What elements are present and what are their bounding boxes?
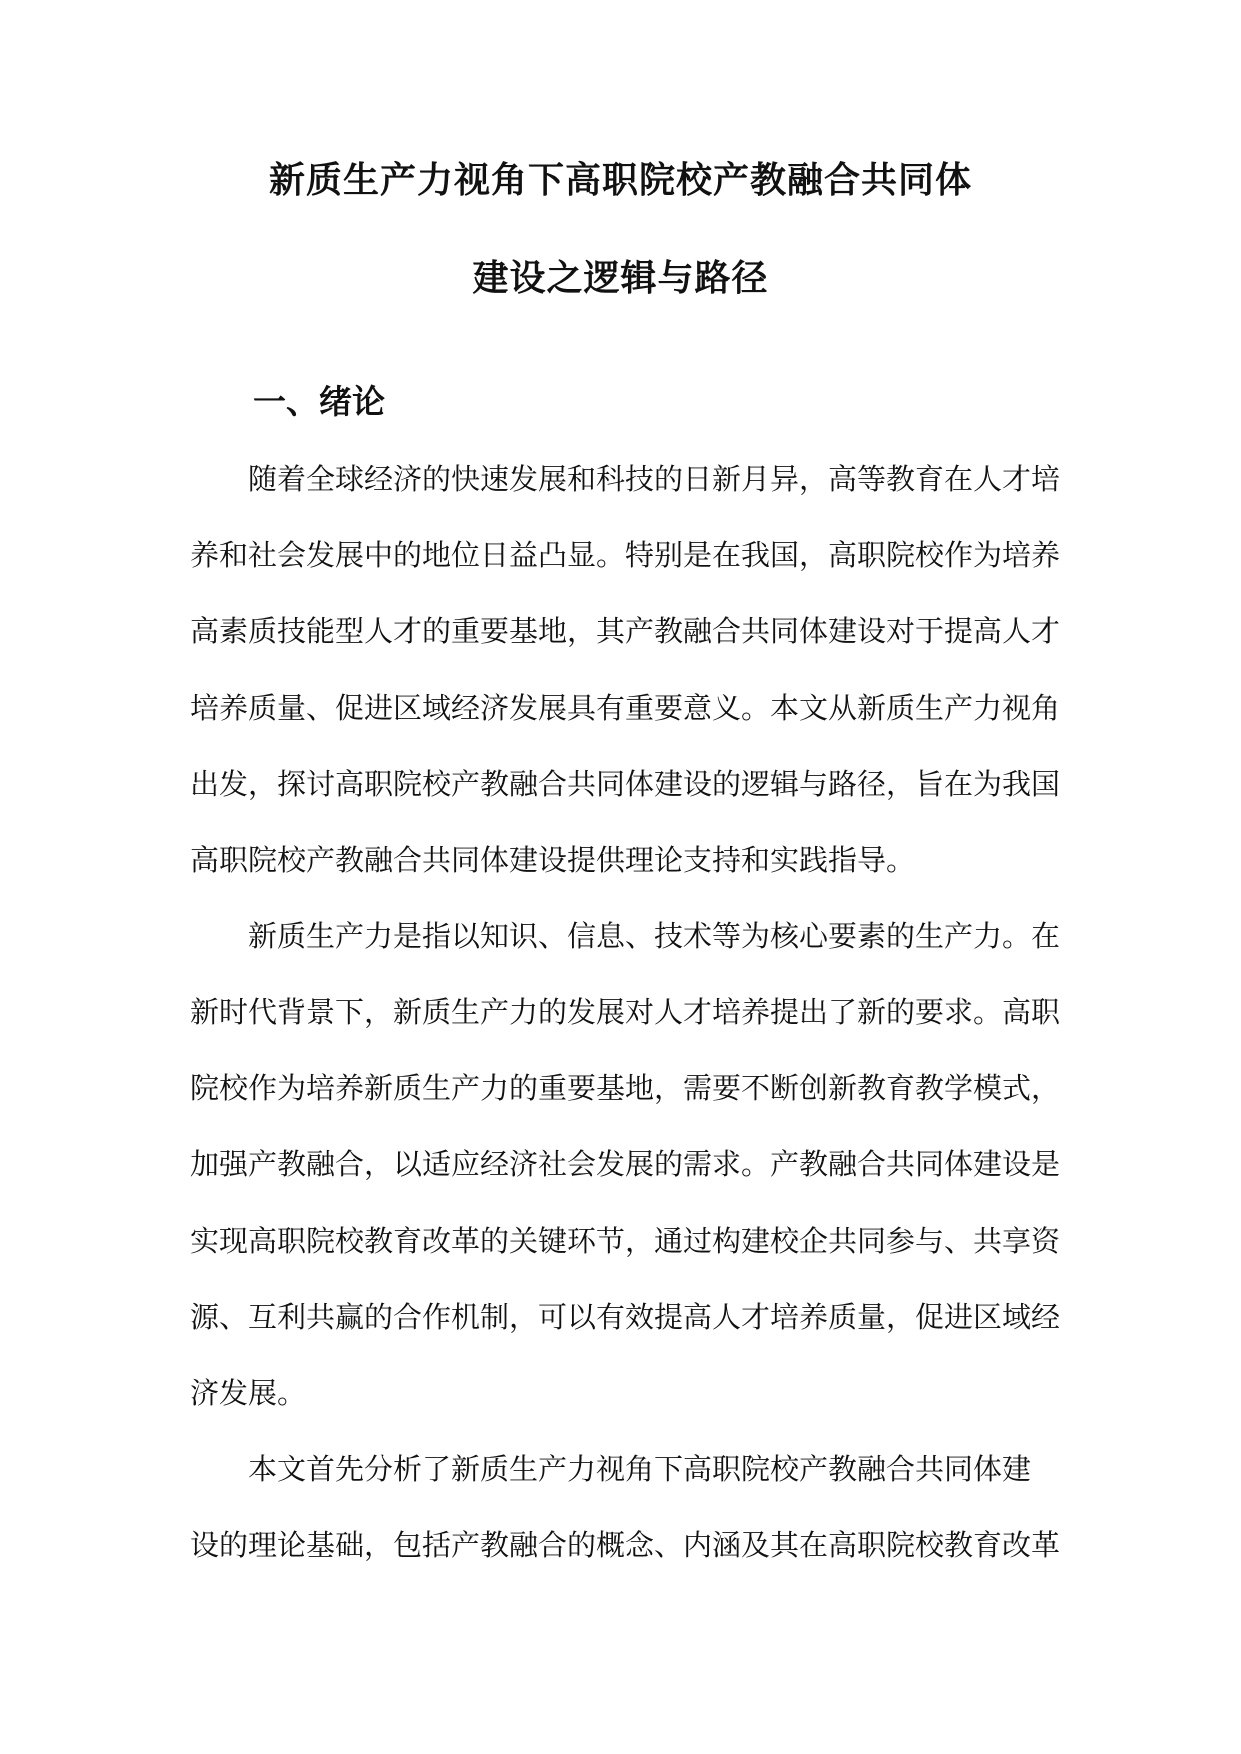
- paragraph-3-line-2: 设的理论基础，包括产教融合的概念、内涵及其在高职院校教育改革: [190, 1528, 1061, 1562]
- paragraph-2-line-5: 实现高职院校教育改革的关键环节，通过构建校企共同参与、共享资: [190, 1224, 1061, 1258]
- paragraph-2-line-2: 新时代背景下，新质生产力的发展对人才培养提出了新的要求。高职: [190, 995, 1061, 1029]
- paragraph-2-line-1: 新质生产力是指以知识、信息、技术等为核心要素的生产力。在: [248, 919, 1061, 953]
- paragraph-1-line-3: 高素质技能型人才的重要基地，其产教融合共同体建设对于提高人才: [190, 614, 1061, 648]
- paragraph-1-line-5: 出发，探讨高职院校产教融合共同体建设的逻辑与路径，旨在为我国: [190, 767, 1061, 801]
- paragraph-1-line-6: 高职院校产教融合共同体建设提供理论支持和实践指导。: [190, 843, 916, 877]
- paragraph-2-line-7: 济发展。: [190, 1376, 307, 1410]
- paragraph-1-line-1: 随着全球经济的快速发展和科技的日新月异，高等教育在人才培: [248, 462, 1061, 496]
- paragraph-2-line-6: 源、互利共赢的合作机制，可以有效提高人才培养质量，促进区域经: [190, 1300, 1061, 1334]
- section-heading: 一、绪论: [253, 382, 385, 421]
- paragraph-2-line-3: 院校作为培养新质生产力的重要基地，需要不断创新教育教学模式，: [190, 1071, 1061, 1105]
- paragraph-1-line-2: 养和社会发展中的地位日益凸显。特别是在我国，高职院校作为培养: [190, 538, 1061, 572]
- document-title-line-1: 新质生产力视角下高职院校产教融合共同体: [268, 159, 972, 201]
- paragraph-2-line-4: 加强产教融合，以适应经济社会发展的需求。产教融合共同体建设是: [190, 1147, 1061, 1181]
- paragraph-3-line-1: 本文首先分析了新质生产力视角下高职院校产教融合共同体建: [248, 1452, 1032, 1486]
- paragraph-1-line-4: 培养质量、促进区域经济发展具有重要意义。本文从新质生产力视角: [190, 691, 1061, 725]
- document-title-line-2: 建设之逻辑与路径: [472, 257, 769, 299]
